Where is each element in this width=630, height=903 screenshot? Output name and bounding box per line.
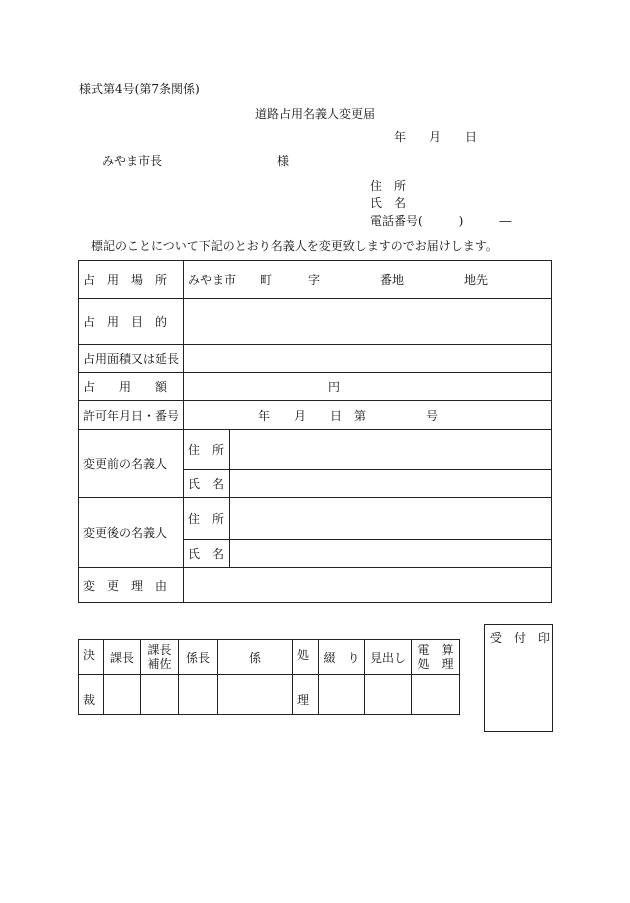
- reason-field[interactable]: [184, 568, 552, 603]
- addressee-honorific: 様: [277, 154, 290, 168]
- kachou-label: 課長: [104, 640, 141, 675]
- before-address-label: 住 所: [184, 430, 230, 470]
- after-address-field[interactable]: [230, 498, 552, 540]
- kessai-top: 決: [79, 640, 104, 675]
- after-name-field[interactable]: [230, 540, 552, 568]
- after-address-label: 住 所: [184, 498, 230, 540]
- permit-value: 年 月 日 第 号: [184, 401, 552, 430]
- row-amount: [79, 373, 552, 401]
- row-before-address: [79, 430, 552, 470]
- densan-label: 電 算 処 理: [412, 640, 460, 675]
- location-label: 占 用 場 所: [79, 261, 184, 299]
- tsuzuri-stamp-cell[interactable]: [319, 675, 365, 715]
- kakarichou-stamp-cell[interactable]: [179, 675, 218, 715]
- amount-label: 占 用 額: [79, 373, 184, 401]
- kachou-stamp-cell[interactable]: [104, 675, 141, 715]
- shori-top: 処: [293, 640, 319, 675]
- kessai-bottom: 裁: [79, 675, 104, 715]
- before-name-field[interactable]: [230, 470, 552, 498]
- receipt-stamp-box[interactable]: [484, 624, 553, 732]
- after-name-label: 氏 名: [184, 540, 230, 568]
- addressee-mayor: みやま市長: [102, 154, 163, 168]
- before-address-field[interactable]: [230, 430, 552, 470]
- area-label: 占用面積又は延長: [79, 345, 184, 373]
- row-permit: [79, 401, 552, 430]
- densan-stamp-cell[interactable]: [412, 675, 460, 715]
- statement-text: 標記のことについて下記のとおり名義人を変更致しますのでお届けします。: [91, 239, 498, 253]
- row-reason: [79, 568, 552, 603]
- permit-label: 許可年月日・番号: [79, 401, 184, 430]
- row-after-address: [79, 498, 552, 540]
- kachou-hosa-label: 課長 補佐: [141, 640, 179, 675]
- area-field[interactable]: [184, 345, 552, 373]
- shori-bottom: 理: [293, 675, 319, 715]
- midashi-stamp-cell[interactable]: [365, 675, 412, 715]
- page-title: 道路占用名義人変更届: [255, 107, 376, 121]
- applicant-phone-label: 電話番号( ) ―: [370, 214, 512, 228]
- date-year: 年: [394, 130, 407, 144]
- before-name-label: 氏 名: [184, 470, 230, 498]
- receipt-stamp-label: 受 付 印: [490, 631, 551, 645]
- amount-unit: 円: [184, 373, 552, 401]
- date-day: 日: [465, 130, 478, 144]
- date-month: 月: [429, 130, 442, 144]
- kakari-stamp-cell[interactable]: [218, 675, 293, 715]
- reason-label: 変 更 理 由: [79, 568, 184, 603]
- tsuzuri-label: 綴 り: [319, 640, 365, 675]
- main-form-table: [78, 260, 552, 603]
- row-purpose: [79, 299, 552, 345]
- approval-table: [78, 639, 460, 715]
- after-owner-label: 変更後の名義人: [79, 498, 184, 568]
- midashi-label: 見出し: [365, 640, 412, 675]
- applicant-name-label: 氏 名: [370, 196, 407, 210]
- applicant-address-label: 住 所: [370, 179, 407, 193]
- location-value: みやま市 町 字 番地 地先: [184, 261, 552, 299]
- kachou-hosa-stamp-cell[interactable]: [141, 675, 179, 715]
- row-location: [79, 261, 552, 299]
- kakari-label: 係: [218, 640, 293, 675]
- purpose-field[interactable]: [184, 299, 552, 345]
- before-owner-label: 変更前の名義人: [79, 430, 184, 498]
- purpose-label: 占 用 目 的: [79, 299, 184, 345]
- kakarichou-label: 係長: [179, 640, 218, 675]
- form-number: 様式第4号(第7条関係): [79, 82, 200, 96]
- row-area: [79, 345, 552, 373]
